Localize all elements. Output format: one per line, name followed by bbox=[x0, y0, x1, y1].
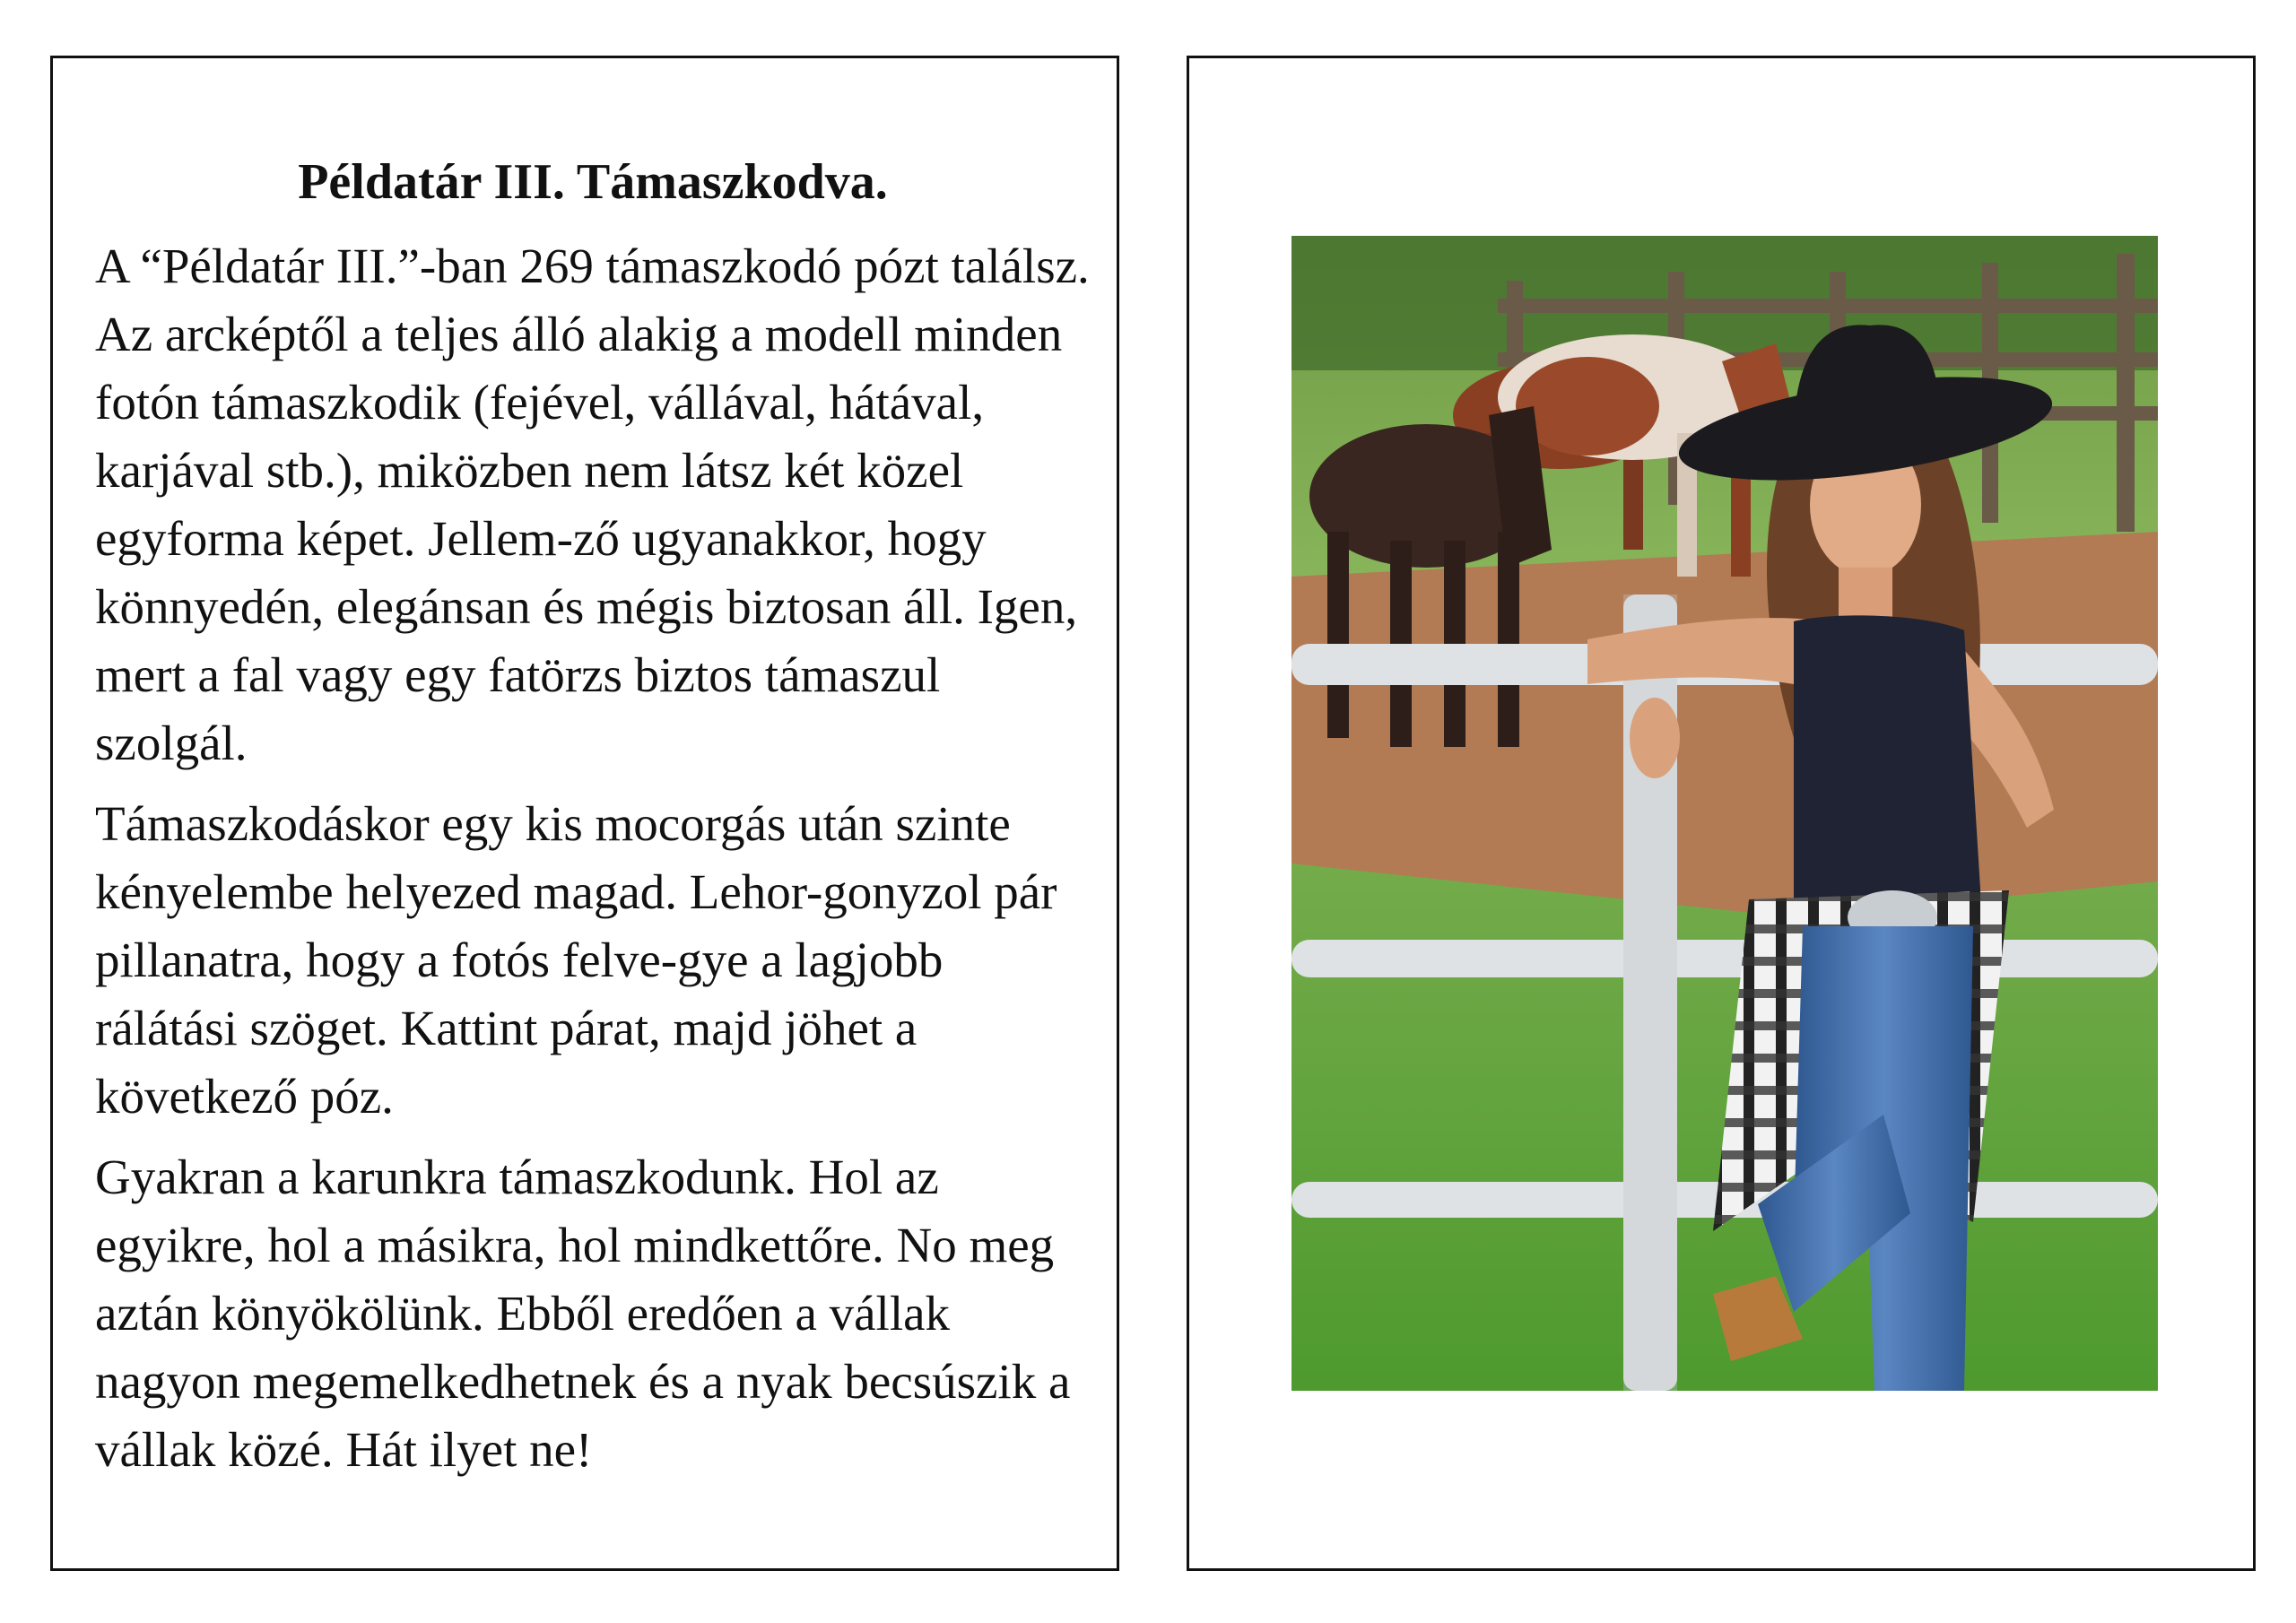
dirt-ground bbox=[1292, 532, 2158, 917]
page-title: Példatár III. Támaszkodva. bbox=[298, 154, 888, 210]
cowgirl-photo bbox=[1292, 236, 2158, 1391]
paragraph-3: Gyakran a karunkra támaszkodunk. Hol az egyikre, hol a másikra, hol mindkettőre. No meg aztán könyökölünk. Ebből eredően a vállak nagyon megemelkedhetnek és a nyak becsúszik a vállak közé. Hát ilyet ne! bbox=[95, 1150, 1071, 1477]
text-page bbox=[50, 56, 1119, 1571]
photo-page bbox=[1187, 56, 2256, 1571]
paragraph-1: A “Példatár III.”-ban 269 támaszkodó pózt találsz. Az arcképtől a teljes álló alakig a modell minden fotón támaszkodik (fejével, vállával, hátával, karjával stb.), miközben nem látsz két közel egyforma képet. Jellem-ző ugyanakkor, hogy könnyedén, elegánsan és mégis biztosan áll. Igen, mert a fal vagy egy fatörzs biztos támaszul szolgál. bbox=[95, 239, 1090, 770]
paragraph-2: Támaszkodáskor egy kis mocorgás után szinte kényelembe helyezed magad. Lehor-gonyzol pár pillanatra, hogy a fotós felve-gye a lagjobb rálátási szöget. Kattint párat, majd jöhet a következő póz. bbox=[95, 796, 1057, 1124]
text-column bbox=[95, 148, 1091, 1497]
